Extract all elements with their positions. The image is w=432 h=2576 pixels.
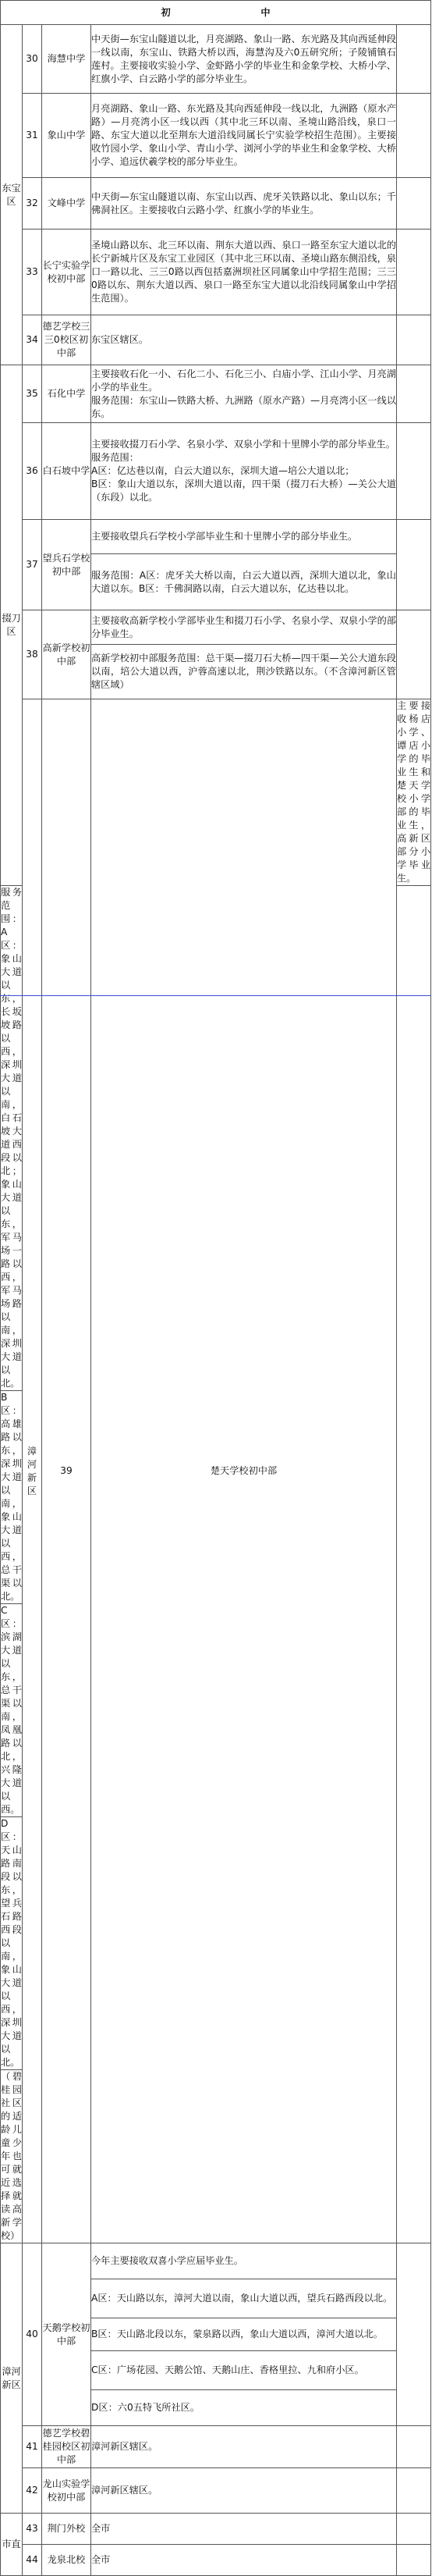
remark-cell [397, 2514, 431, 2545]
school-name: 白石坡中学 [42, 423, 91, 520]
remark-cell [397, 229, 431, 315]
school-description: 月亮湖路、象山一路、东光路及其向西延伸段一线以北，九洲路（原水产路）—月亮湾小区一线以西（其中北三环以南、圣境山路沿线，泉口一路、东宝大道以北至荆东大道沿线同属长宁实验学校招生范围）。主要接收竹园小学、象山小学、青山小学、浏河小学的毕业生和金象学校、大桥小学、追远伏羲学校的部分毕业生。 [91, 94, 397, 178]
school-name: 楚天学校初中部 [91, 699, 397, 2243]
school-name: 德艺学校碧桂园校区初中部 [42, 2426, 91, 2468]
school-description: 全市 [91, 2514, 397, 2545]
remark-cell [397, 315, 431, 365]
desc-line: 主要接收石化一小、石化二小、石化三小、白庙小学、江山小学、月亮湖小学的毕业生。 [91, 368, 396, 393]
row-number: 31 [23, 94, 42, 178]
school-service-area: 高新学校初中部服务范围：总干渠—掇刀石大桥—四干渠—关公大道东段以南，培公大道以西，沪蓉高速以北，荆沙铁路以东。（不含漳河新区管辖区域） [91, 645, 397, 699]
remark-cell [397, 2426, 431, 2468]
school-name: 象山中学 [42, 94, 91, 178]
row-number: 37 [23, 520, 42, 610]
school-name: 文峰中学 [42, 178, 91, 229]
school-service-area: D区：六0五特飞所社区。 [91, 2390, 397, 2426]
desc-line: 服务范围：东宝山—铁路大桥、九洲路（原水产路）—月亮湾小区一线以东。 [91, 394, 396, 419]
row-number: 35 [23, 365, 42, 423]
school-description: 东宝区辖区。 [91, 315, 397, 365]
zhanghe-dashed-separator [0, 995, 101, 996]
school-service-area: B区：天山路北段以东，蒙泉路以西，象山大道以西，漳河大道以北。 [91, 2318, 397, 2351]
school-name: 海慧中学 [42, 25, 91, 94]
district-zhanghe: 漳河新区 [23, 699, 42, 2243]
row-number: 43 [23, 2514, 42, 2545]
remark-cell [397, 94, 431, 178]
school-name: 龙山实验学校初中部 [42, 2468, 91, 2514]
school-description: 主要接收高新学校小学部毕业生和掇刀石小学、名泉小学、双泉小学的部分毕业生。 [91, 610, 397, 645]
row-number: 44 [23, 2545, 42, 2576]
school-service-area: D区：天山路南段以东，望兵石路西段以南，象山大道以西，深圳大道以北。 [1, 1817, 23, 2070]
desc-line: B区：象山大道以东，深圳大道以南，四干渠（掇刀石大桥）—关公大道（东段）以北。 [91, 479, 396, 503]
school-service-area: C区：滨湖大道以东，总干渠以南，凤凰路以北，兴隆大道以西。 [1, 1604, 23, 1817]
school-description: 主要接收望兵石学校小学部毕业生和十里牌小学的部分毕业生。 [91, 520, 397, 554]
school-description: 中天街—东宝山隧道以北，月亮湖路、象山一路、东光路及其向西延伸段一线以南，东宝山、铁路大桥以西，海慧沟及六0五研究所；子陵铺镇石莲村。主要接收实验小学、金虾路小学的毕业生和金象学校、大桥小学、红旗小学、白云路小学的部分毕业生。 [91, 25, 397, 94]
school-service-area: B区：高雄路以东，深圳大道以南，象山大道以西，总干渠以北。 [1, 1391, 23, 1604]
row-number: 41 [23, 2426, 42, 2468]
school-service-area: A区：天山路以东，漳河大道以南，象山大道以西，望兵石路西段以北。 [91, 2279, 397, 2318]
school-description: 全市 [91, 2545, 397, 2576]
school-description: 漳河新区辖区。 [91, 2426, 397, 2468]
school-name: 荆门外校 [42, 2514, 91, 2545]
district-dongbao: 东宝区 [1, 25, 23, 365]
remark-cell [397, 610, 431, 699]
remark-cell [397, 2243, 431, 2426]
desc-line: 服务范围： [91, 452, 139, 463]
row-number: 39 [42, 699, 91, 2243]
row-number: 40 [23, 2243, 42, 2426]
school-name: 德艺学校三三0校区初中部 [42, 315, 91, 365]
remark-cell [397, 2468, 431, 2514]
row-number: 34 [23, 315, 42, 365]
district-shizhi: 市直 [1, 2514, 23, 2576]
school-name: 龙泉北校 [42, 2545, 91, 2576]
remark-cell [397, 520, 431, 610]
remark-cell [397, 178, 431, 229]
school-name: 高新学校初中部 [42, 610, 91, 699]
school-description [91, 423, 397, 520]
school-service-area: 服务范围：A区：虎牙关大桥以南，白云大道以西，深圳大道以北，象山大道以东。B区：千佛洞路以南，白云大道以东，亿达巷以北。 [91, 554, 397, 610]
desc-line: A区：亿达巷以南，白云大道以东，深圳大道—培公大道以北； [91, 465, 355, 476]
row-number: 33 [23, 229, 42, 315]
school-description: 圣境山路以东、北三环以南、荆东大道以西、泉口一路至东宝大道以北的长宁新城片区及东宝工业园区（其中北三环以南、圣境山路东侧沿线，泉口一路以北、三三0路以西包括嘉洲坝社区同属象山中学招生范围；三三0路以东、荆东大道以西、泉口一路至东宝大道以北沿线同属象山中学招生范围）。 [91, 229, 397, 315]
header-title: 初 中 [161, 6, 271, 18]
row-number: 36 [23, 423, 42, 520]
school-name: 石化中学 [42, 365, 91, 423]
remark-cell [397, 2545, 431, 2576]
school-description: 主要接收杨店小学、谭店小学的毕业生和楚天学校小学部的毕业生，高新区部分小学毕业生。 [397, 699, 431, 886]
table-header [1, 1, 431, 25]
school-description [91, 365, 397, 423]
school-description: 今年主要接收双喜小学应届毕业生。 [91, 2243, 397, 2279]
row-number: 30 [23, 25, 42, 94]
remark-cell [397, 365, 431, 423]
school-name: 天鹅学校初中部 [42, 2243, 91, 2426]
remark-cell [397, 25, 431, 94]
district-zhanghe-2: 漳河新区 [1, 2243, 23, 2514]
school-description: 漳河新区辖区。 [91, 2468, 397, 2514]
remark-cell [397, 423, 431, 520]
row-number: 32 [23, 178, 42, 229]
school-name: 长宁实验学校初中部 [42, 229, 91, 315]
school-description: 中天街—东宝山隧道以南、东宝山以西、虎牙关铁路以北、象山以东；千佛洞社区。主要接收白云路小学、红旗小学的毕业生。 [91, 178, 397, 229]
row-number: 38 [23, 610, 42, 699]
district-duodao: 掇刀区 [1, 365, 23, 886]
school-name: 望兵石学校初中部 [42, 520, 91, 610]
desc-line: 主要接收掇刀石小学、名泉小学、双泉小学和十里牌小学的部分毕业生。 [91, 439, 395, 450]
row-number: 42 [23, 2468, 42, 2514]
school-note: （碧桂园社区的适龄儿童少年也可就近选择就读高新学校） [1, 2070, 23, 2243]
school-service-area: C区：广场花园、天鹅公馆、天鹅山庄、香格里拉、九和府小区。 [91, 2351, 397, 2390]
school-service-area: 服务范围：A区：象山大道以东，长坂坡路以西，深圳大道以南，白石坡大道西段以北；象山大道以东，军马场一路以西，军马场路以南，深圳大道以北。 [1, 886, 23, 1391]
